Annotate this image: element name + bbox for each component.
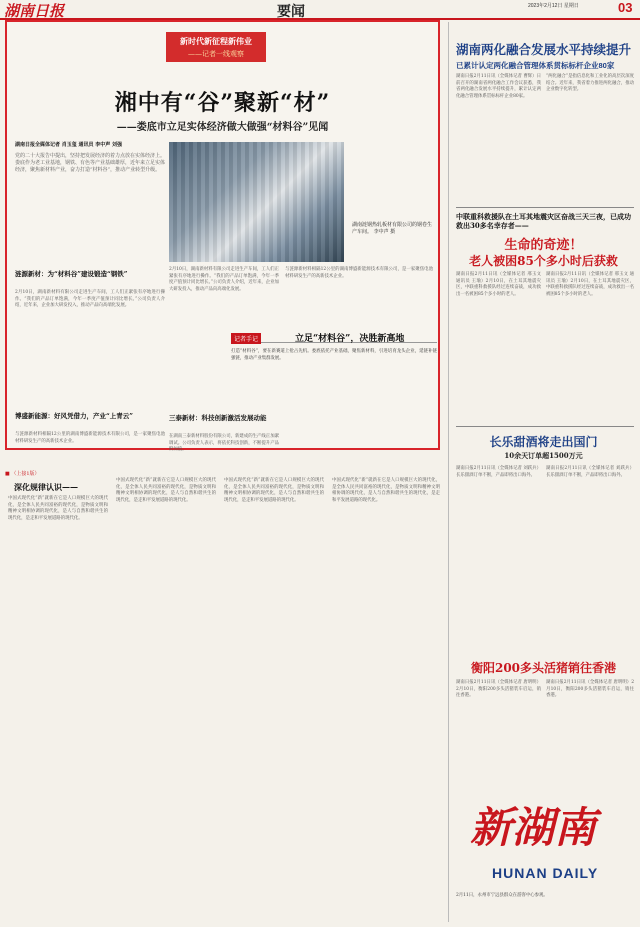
lower-col2: 中国式现代化“新”就新在它是人口规模巨大的现代化，是全体人民共同富裕的现代化，是物质文明和精神文明相协调的现代化，是人与自然和谐共生的现代化，是走和平发展道路的现代化。: [116, 478, 216, 503]
footer-logo-en: HUNAN DAILY: [492, 865, 599, 881]
section3-text: 在湖南三泰新材料股份有限公司，新建成的生产线正加紧调试。公司负责人表示，将依托科技创新，不断提升产品附加值。: [169, 434, 279, 452]
lead-paragraph: 党的二十大报告中提出，坚持把发展经济的着力点放在实体经济上。娄底作为老工业基地，钢铁、有色等产业基础雄厚，近年来立足实体经济，聚焦新材料产业，奋力打造“材料谷”，推动产业转型升级。: [15, 153, 166, 173]
byline-text: 湖南日报全媒体记者 肖玉玺 通讯员 李中声 刘强: [15, 142, 122, 148]
footer-logo-cn: 新湖南: [470, 803, 597, 852]
page-number: 03: [618, 0, 633, 15]
story2-kicker: 中联重科救援队在土耳其地震灾区奋战三天三夜，已成功救出30多名幸存者——: [456, 212, 631, 230]
story1-subheadline: 已累计认定两化融合管理体系贯标标杆企业80家: [456, 61, 615, 70]
comment-title: 立足“材料谷”，决胜新高地: [295, 334, 405, 344]
section-title: 要闻: [277, 4, 305, 20]
story2-text-b: 湖南日报2月11日讯（全媒体记者 邢玉文 通讯员 王瑜）2月10日，在土耳其地震灾区，中联重科救援队经过连续奋战，成功救出一名被困85个多小时的老人。: [546, 272, 634, 297]
newspaper-logo: 湖南日报: [4, 2, 65, 20]
footer-caption: 2月11日，永州市宁远县群众在游客中心参观。: [456, 893, 548, 898]
story4-text-b: 湖南日报2月11日讯（全媒体记者 唐明明）2月10日，衡阳200多头活猪装车启运，销往香港。: [546, 680, 634, 698]
story3-text-b: 湖南日报2月11日讯（全媒体记者 刘跃兵）长乐甜酒订单不断，产品即将出口海外。: [546, 466, 634, 478]
story3-text-a: 湖南日报2月11日讯（全媒体记者 刘跃兵）长乐甜酒订单不断，产品即将出口海外。: [456, 466, 541, 478]
lower-heading: 深化规律认识——: [14, 482, 78, 492]
feature-title: 湘中有“谷”聚新“材”: [114, 90, 331, 116]
story2-headline: 生命的奇迹！: [504, 238, 583, 253]
column3-text: 与涟源新材料相隔12公里的湖南博盛新能源技术有限公司，是一家聚焦电池材料研发生产的高新技术企业。: [285, 267, 433, 279]
feature-article: [5, 20, 440, 450]
issue-date: 2023年2月12日 星期日: [528, 3, 579, 9]
story3-subheadline: 10余天订单超1500万元: [504, 451, 583, 460]
column-divider: [448, 22, 449, 922]
story3-headline: 长乐甜酒将走出国门: [489, 435, 598, 449]
continuation-label: ■ （上接1版）: [5, 471, 40, 477]
kicker-line1: 新时代新征程新伟业: [180, 36, 252, 46]
divider: [456, 426, 634, 427]
lower-col1: 中国式现代化“新”就新在它是人口规模巨大的现代化，是全体人民共同富裕的现代化，是物质文明和精神文明相协调的现代化，是人与自然和谐共生的现代化，是走和平发展道路的现代化。: [8, 496, 108, 521]
story2-subheadline: 老人被困85个多小时后获救: [469, 254, 618, 268]
photo-caption: 湖南涟钢热轧板材有限公司的钢卷生产车间。 李中声 摄: [352, 222, 433, 235]
story4-headline: 衡阳200多头活猪销往香港: [470, 661, 617, 675]
feature-subtitle: ——娄底市立足实体经济做大做强“材料谷”见闻: [116, 122, 329, 133]
section3-title: 三泰新材：科技创新激活发展动能: [169, 414, 267, 422]
comment-tag: 记者手记: [231, 333, 261, 344]
feature-kicker: [166, 32, 266, 62]
masthead: [0, 0, 640, 20]
lower-col4: 中国式现代化“新”就新在它是人口规模巨大的现代化，是全体人民共同富裕的现代化，是物质文明和精神文明相协调的现代化，是人与自然和谐共生的现代化，是走和平发展道路的现代化。: [332, 478, 440, 503]
section1-title: 涟源新材：为“材料谷”建设锻造“钢铁”: [15, 270, 128, 278]
story2-text-a: 湖南日报2月11日讯（全媒体记者 邢玉文 通讯员 王瑜）2月10日，在土耳其地震灾区，中联重科救援队经过连续奋战，成功救出一名被困85个多小时的老人。: [456, 272, 541, 297]
story1-headline: 湖南两化融合发展水平持续提升: [456, 43, 632, 57]
column2-text: 2月10日，湖南新材料有限公司走进生产车间，工人们正紧张有序地进行操作。“我们的产品订单饱满，今年一季度产值预计同比增长。”公司负责人介绍，近年来，企业加大研发投入，推动产品向高端化发展。: [169, 267, 279, 292]
story1-text-a: 湖南日报2月11日讯（全媒体记者 曹辉）日前召开的湖南省两化融合工作会议获悉，我省两化融合发展水平持续提升，累计认定两化融合管理体系贯标标杆企业80家。: [456, 74, 541, 99]
section2-text: 与涟源新材料相隔12公里的湖南博盛新能源技术有限公司，是一家聚焦电池材料研发生产的高新技术企业。: [15, 432, 165, 444]
divider: [456, 207, 634, 208]
feature-byline: [15, 142, 165, 174]
reporter-notes: [231, 334, 437, 449]
footer-logo: [470, 795, 635, 895]
story1-text-b: “两化融合”是指信息化和工业化的高层次深度结合。近年来，我省着力推进两化融合，推动企业数字化转型。: [546, 74, 634, 92]
section1-text: 2月10日，湖南新材料有限公司走进生产车间，工人们正紧张有序地进行操作。“我们的产品订单饱满，今年一季度产值预计同比增长。”公司负责人介绍，近年来，企业加大研发投入，推动产品向高端化发展。: [15, 290, 165, 308]
story4-text-a: 湖南日报2月11日讯（全媒体记者 唐明明）2月10日，衡阳200多头活猪装车启运，销往香港。: [456, 680, 541, 698]
feature-photo: [169, 142, 344, 262]
section2-title: 博盛新能源：好风凭借力，产业“上青云”: [15, 412, 133, 420]
comment-text: 打造“材料谷”，要在新赛道上抢占先机。娄底依托产业基础，聚焦新材料，引进培育龙头企业，延链补链强链，推动产业集群发展。: [231, 349, 437, 361]
lower-col3: 中国式现代化“新”就新在它是人口规模巨大的现代化，是全体人民共同富裕的现代化，是物质文明和精神文明相协调的现代化，是人与自然和谐共生的现代化，是走和平发展道路的现代化。: [224, 478, 324, 503]
kicker-line2: ——记者一线观察: [188, 50, 244, 58]
